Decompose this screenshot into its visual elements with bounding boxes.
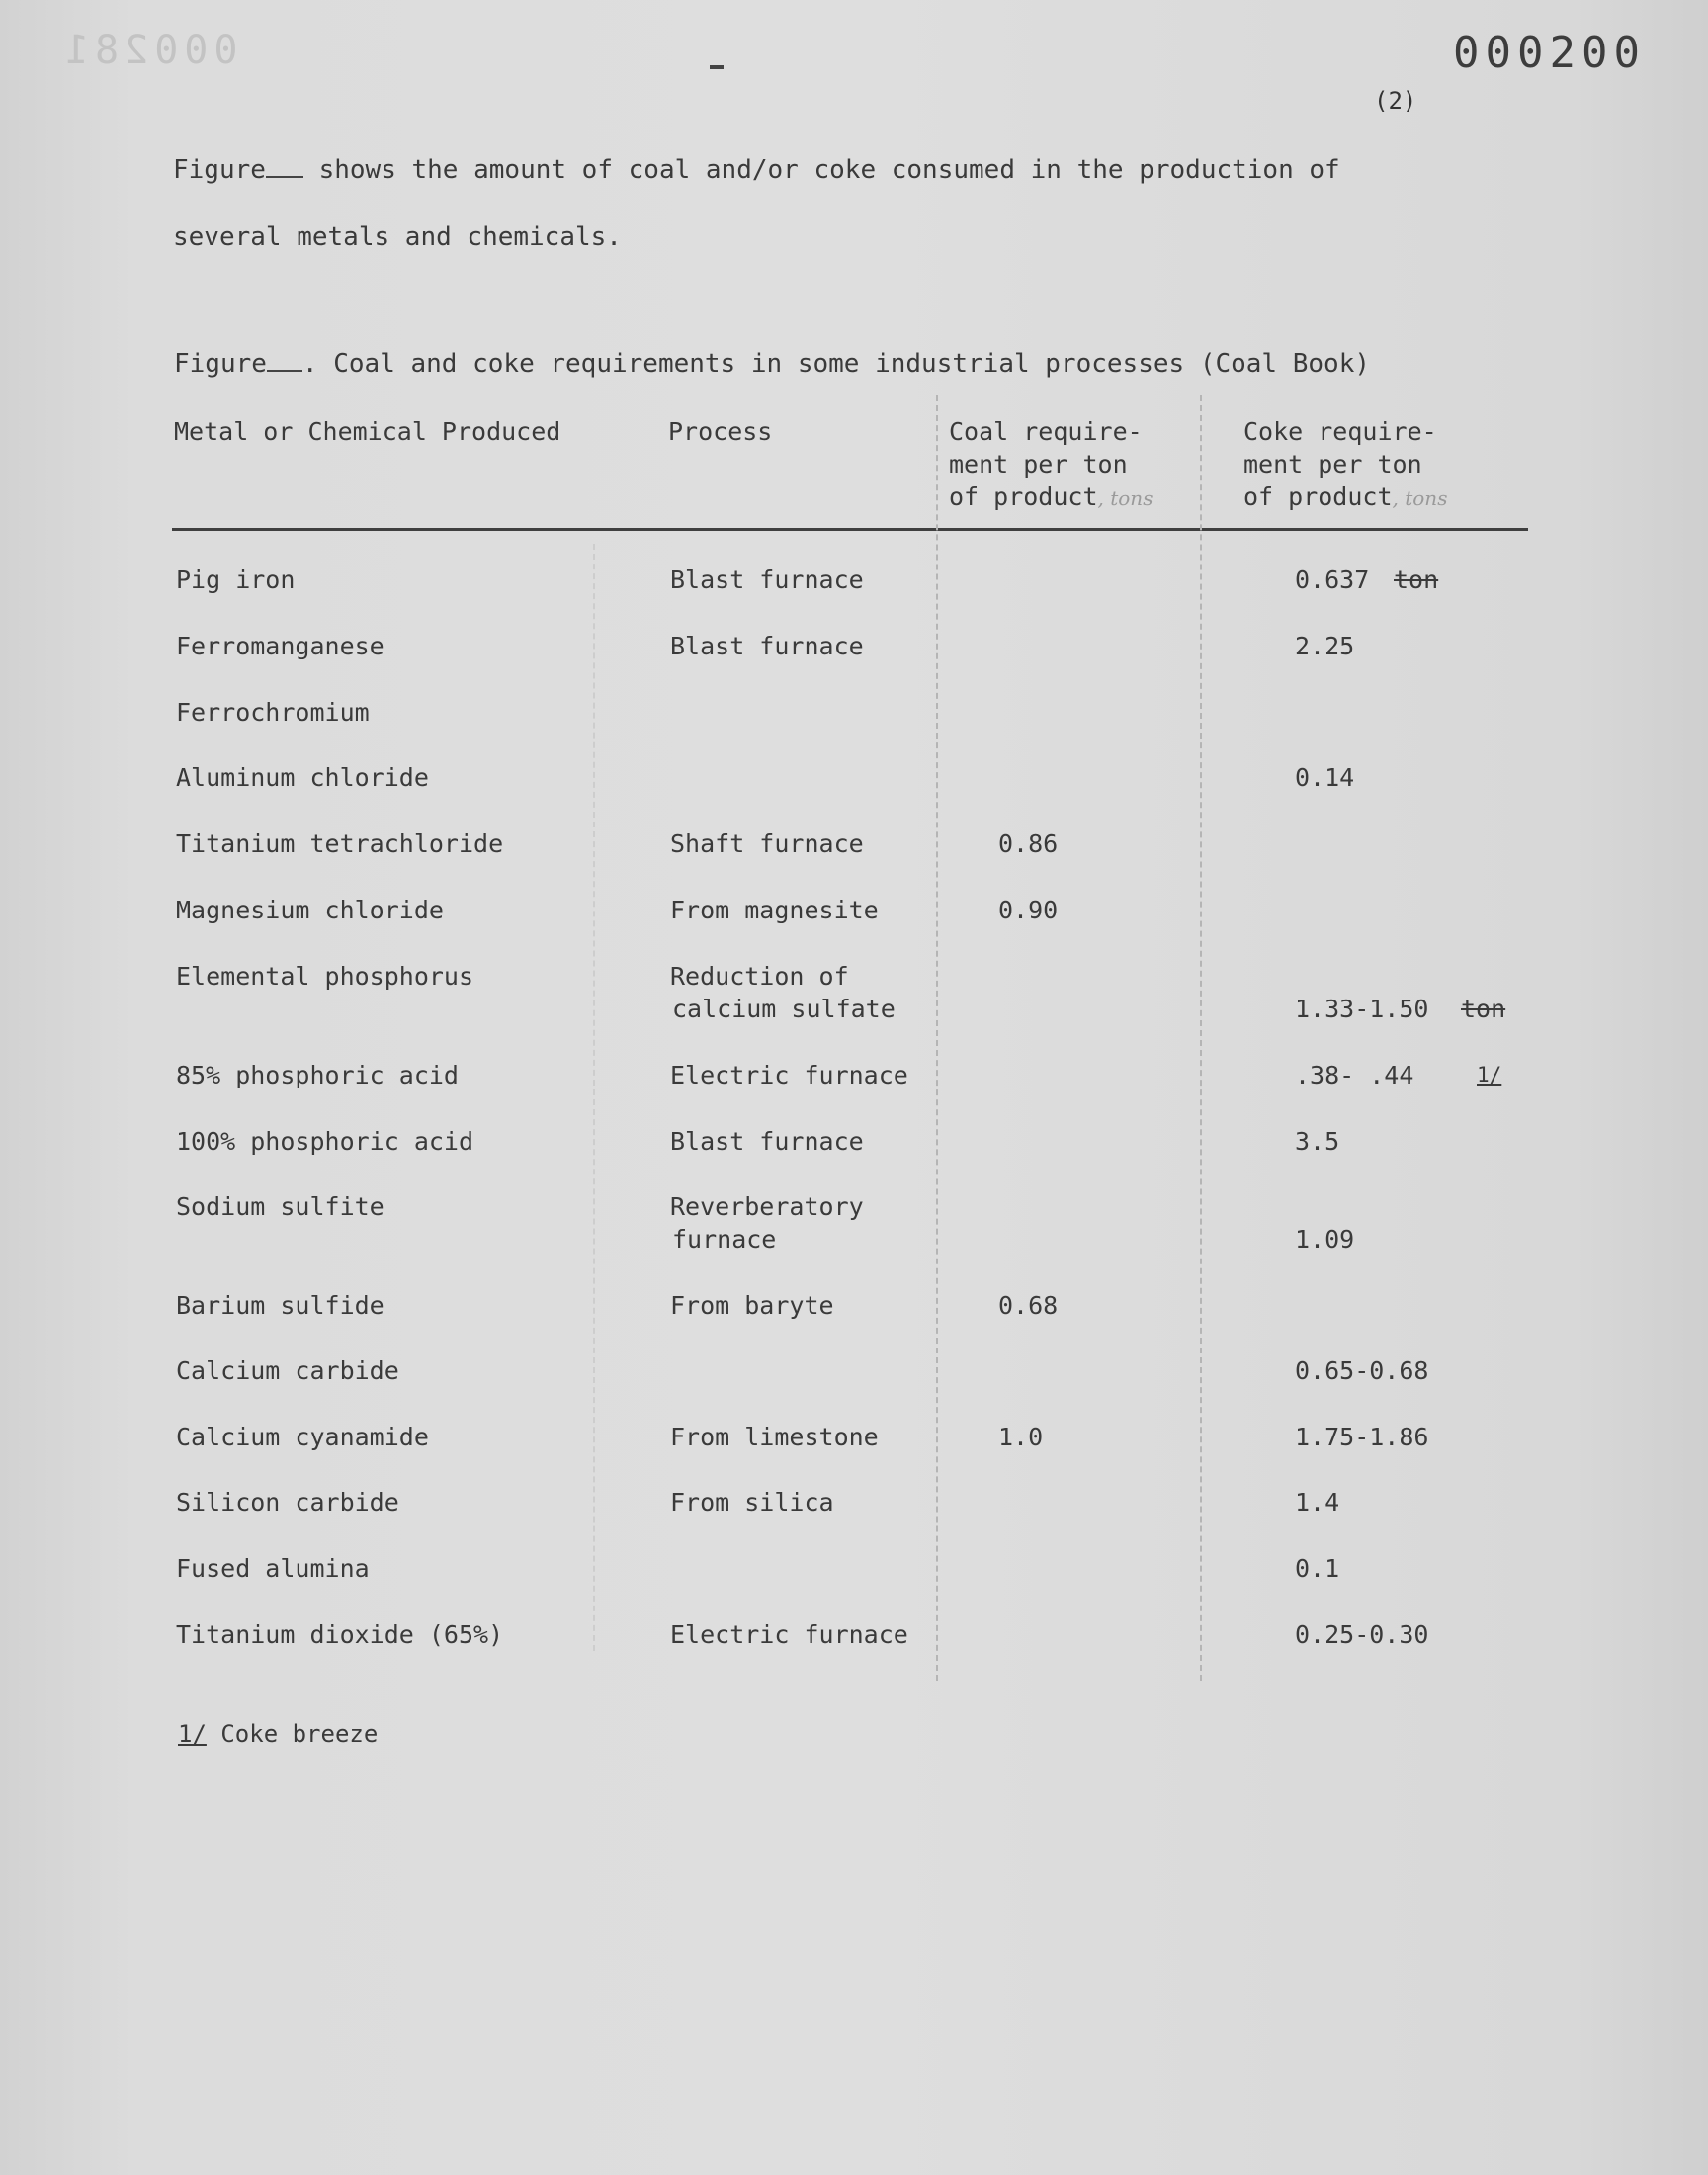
intro-text: shows the amount of coal and/or coke consumed in the production of: [302, 155, 1340, 185]
cell-process: From limestone: [670, 1423, 879, 1451]
cell-product: Magnesium chloride: [176, 896, 444, 924]
caption-number-blank: [267, 346, 302, 372]
footnote-mark: 1/: [178, 1720, 207, 1748]
header-process: Process: [668, 417, 773, 446]
footnote: [178, 1720, 378, 1748]
cell-product: Ferromanganese: [176, 632, 384, 660]
cell-coke: .38- .44: [1295, 1061, 1414, 1089]
cell-process: Blast furnace: [670, 632, 864, 660]
cell-product: Elemental phosphorus: [176, 962, 474, 991]
caption-figure-word: Figure: [174, 349, 267, 379]
cell-product: Calcium carbide: [176, 1356, 399, 1385]
cell-product: Aluminum chloride: [176, 763, 429, 792]
header-coke-line: Coke require-: [1243, 417, 1437, 446]
cell-product: Titanium dioxide (65%): [176, 1620, 504, 1649]
cell-process: Electric furnace: [670, 1061, 908, 1089]
cell-process: Shaft furnace: [670, 829, 864, 858]
cell-coal: 0.90: [998, 896, 1059, 924]
cell-coke: 2.25: [1295, 632, 1355, 660]
cell-coke: 0.25-0.30: [1295, 1620, 1429, 1649]
cell-coke: 1.09: [1295, 1225, 1355, 1254]
cell-process: Reverberatory: [670, 1192, 864, 1221]
column-divider: [1200, 395, 1202, 1681]
cell-coke: 1.4: [1295, 1488, 1340, 1517]
figure-caption: [174, 346, 1370, 379]
header-rule: [172, 528, 1528, 531]
header-coke: [1243, 415, 1447, 515]
cell-coke: 1.33-1.50: [1295, 995, 1429, 1023]
header-coal-line: ment per ton: [949, 450, 1128, 478]
cell-product: Titanium tetrachloride: [176, 829, 504, 858]
header-coal-line: Coal require-: [949, 417, 1143, 446]
cell-process: From silica: [670, 1488, 834, 1517]
cell-process-cont: furnace: [672, 1225, 777, 1254]
cell-coke: 0.14: [1295, 763, 1355, 792]
cell-coal: 0.68: [998, 1291, 1059, 1320]
header-product: Metal or Chemical Produced: [174, 417, 561, 446]
cell-process-cont: calcium sulfate: [672, 995, 896, 1023]
cell-coke: 0.1: [1295, 1554, 1340, 1583]
coke-note: 1/: [1477, 1063, 1502, 1087]
caption-text: . Coal and coke requirements in some industrial processes (Coal Book): [301, 349, 1371, 379]
cell-coke: 1.75-1.86: [1295, 1423, 1429, 1451]
cell-coke: 0.637: [1295, 566, 1370, 594]
serial-number: 000200: [1453, 28, 1646, 78]
intro-line-1: [173, 136, 1507, 204]
column-divider: [936, 395, 938, 1681]
header-coal: [949, 415, 1153, 515]
cell-process: Blast furnace: [670, 1127, 864, 1156]
figure-number-blank: [266, 152, 303, 178]
header-coal-line: of product, tons: [949, 482, 1153, 511]
cell-process: From baryte: [670, 1291, 834, 1320]
intro-paragraph: [173, 136, 1507, 271]
stray-mark: [710, 65, 724, 69]
footnote-text: Coke breeze: [206, 1720, 379, 1748]
cell-coke: 0.65-0.68: [1295, 1356, 1429, 1385]
cell-product: Silicon carbide: [176, 1488, 399, 1517]
cell-process: Reduction of: [670, 962, 849, 991]
column-divider: [593, 544, 595, 1651]
cell-product: Pig iron: [176, 566, 296, 594]
cell-product: 100% phosphoric acid: [176, 1127, 474, 1156]
cell-process: From magnesite: [670, 896, 879, 924]
cell-coal: 0.86: [998, 829, 1059, 858]
handwritten-unit: , tons: [1097, 486, 1153, 510]
coke-note: ton: [1394, 566, 1439, 594]
intro-figure-word: Figure: [173, 155, 266, 185]
cell-product: Sodium sulfite: [176, 1192, 384, 1221]
header-coke-line: of product, tons: [1243, 482, 1448, 511]
cell-product: 85% phosphoric acid: [176, 1061, 459, 1089]
header-coke-line: ment per ton: [1243, 450, 1422, 478]
faint-serial-number: 000281: [59, 28, 238, 73]
cell-coal: 1.0: [998, 1423, 1044, 1451]
page-number: (2): [1374, 87, 1417, 115]
cell-product: Fused alumina: [176, 1554, 370, 1583]
intro-line-2: several metals and chemicals.: [173, 222, 622, 252]
cell-process: Electric furnace: [670, 1620, 908, 1649]
cell-product: Ferrochromium: [176, 698, 370, 727]
cell-process: Blast furnace: [670, 566, 864, 594]
cell-product: Barium sulfide: [176, 1291, 384, 1320]
cell-product: Calcium cyanamide: [176, 1423, 429, 1451]
cell-coke: 3.5: [1295, 1127, 1340, 1156]
handwritten-unit: , tons: [1392, 486, 1448, 510]
coke-note: ton: [1461, 995, 1506, 1023]
